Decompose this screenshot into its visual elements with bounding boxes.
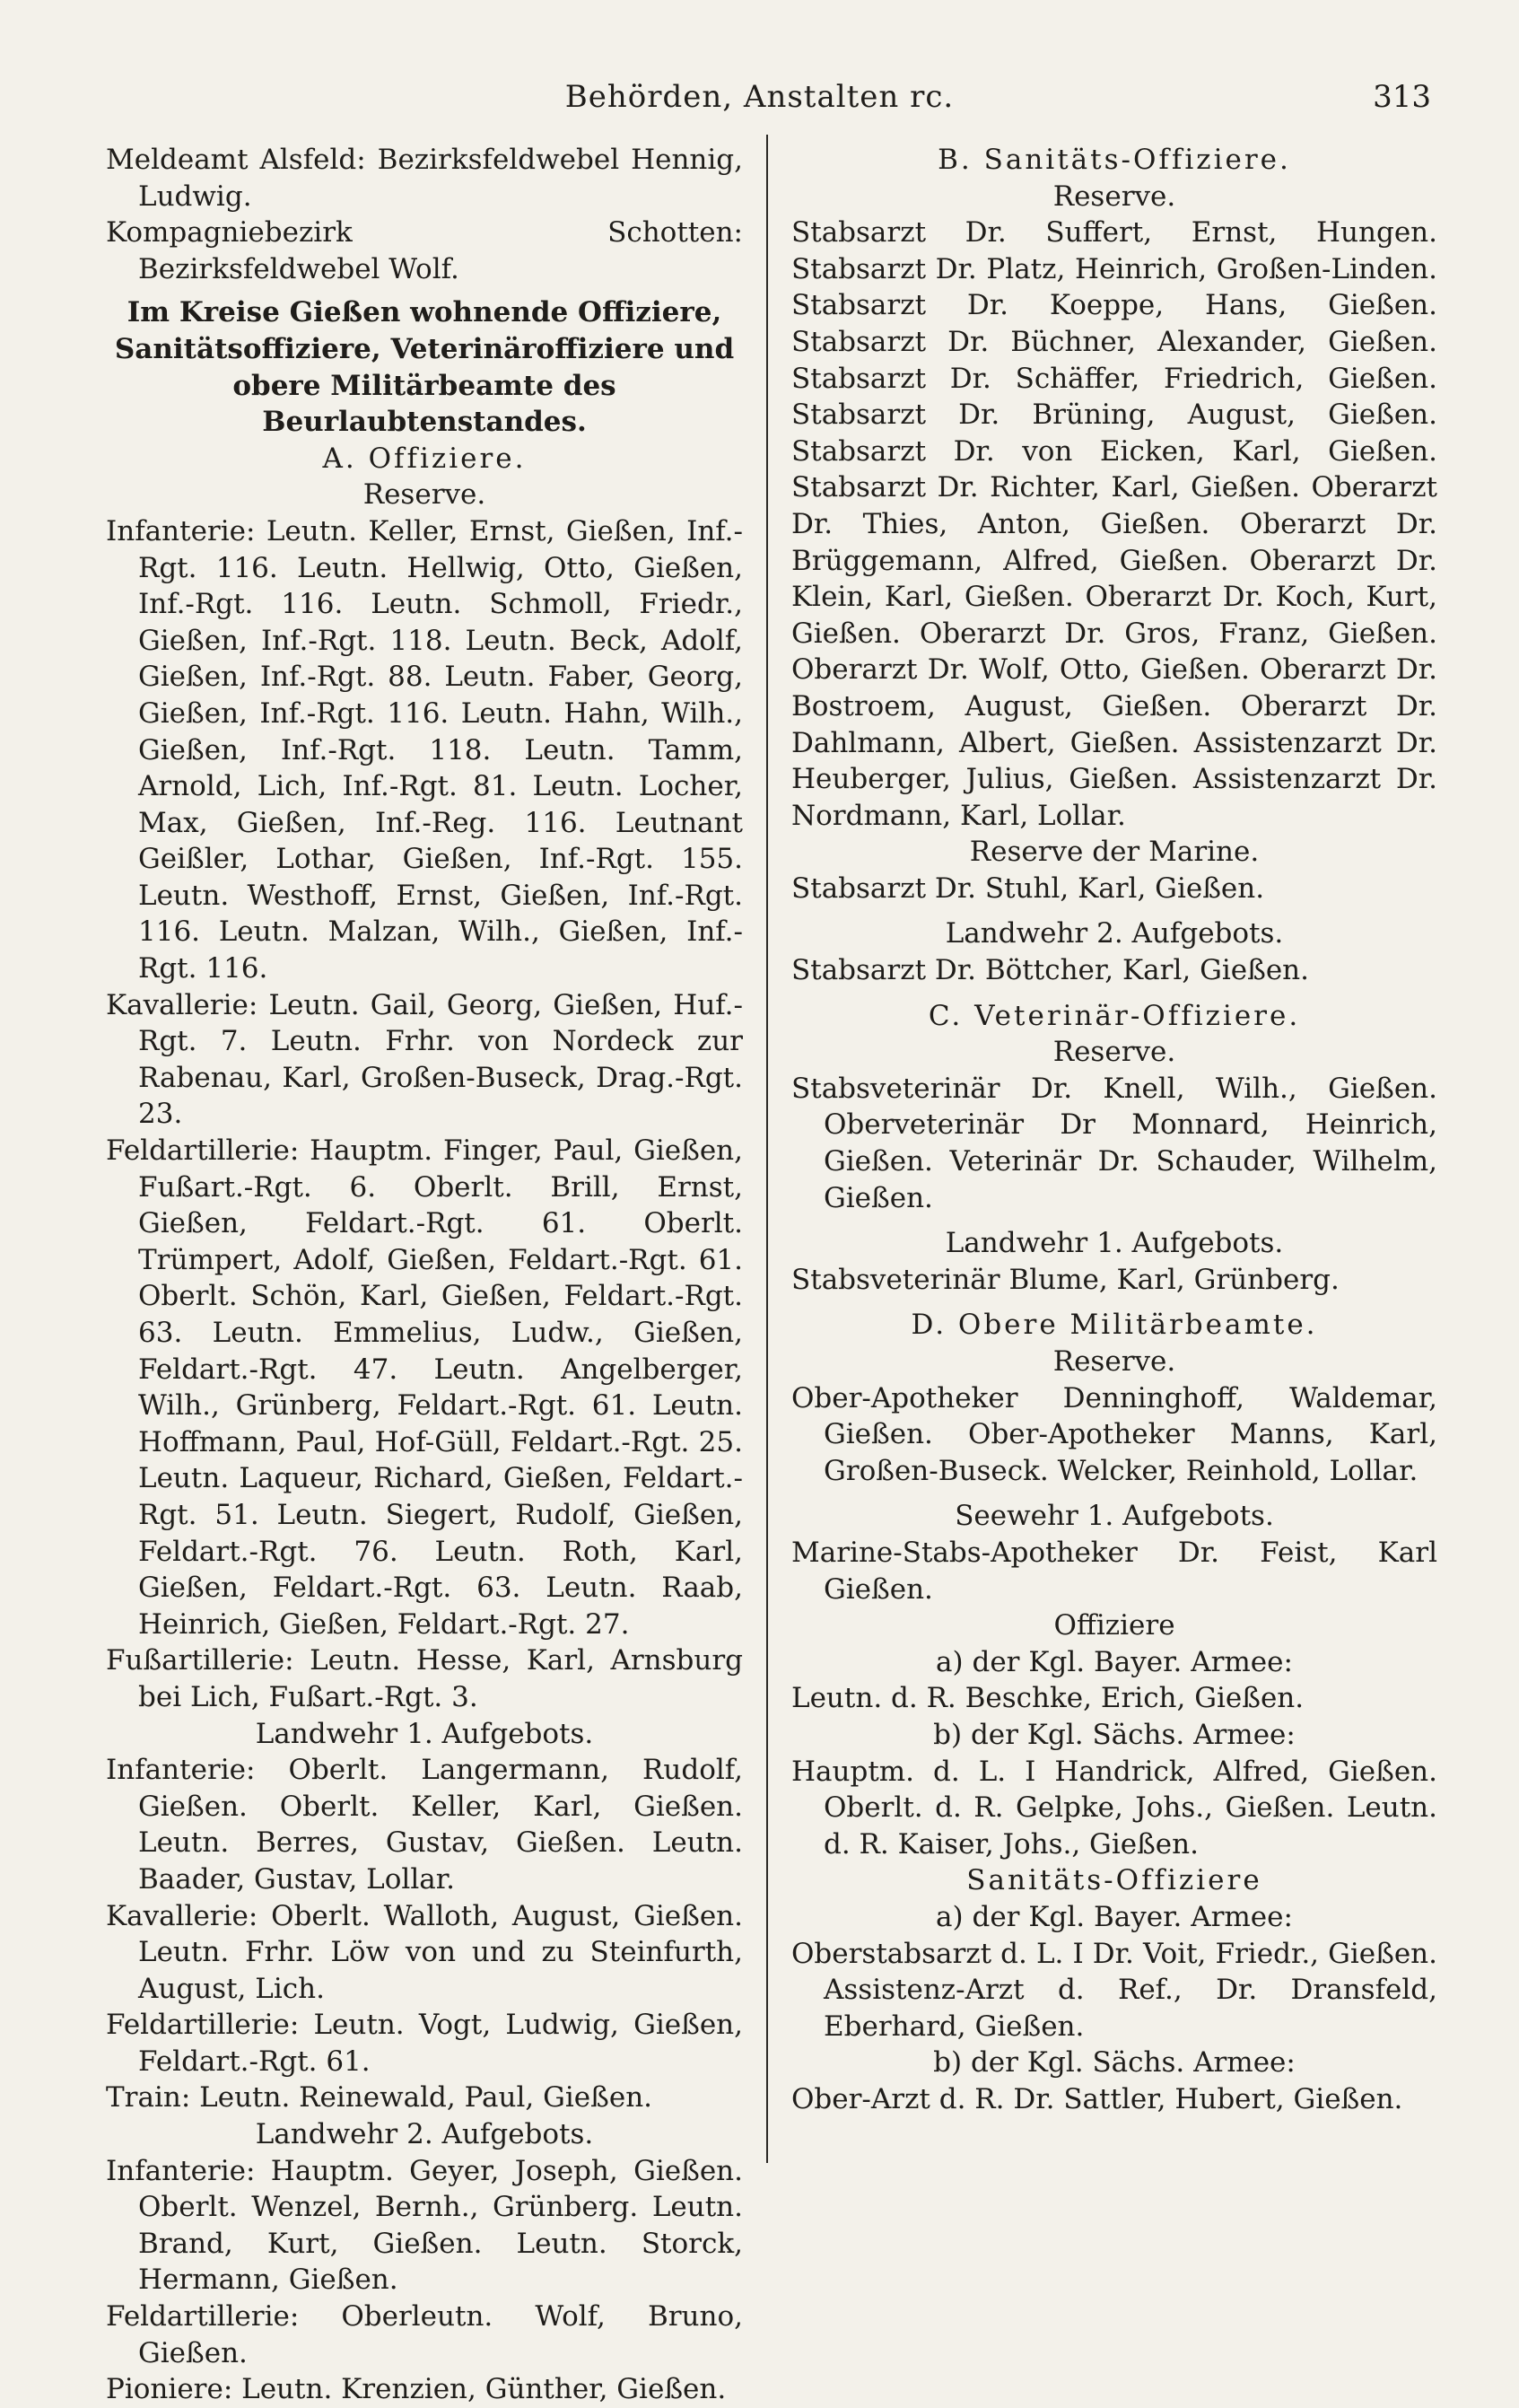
heading-reserve-marine: Reserve der Marine. <box>969 836 1260 869</box>
running-header <box>0 79 1519 122</box>
kavallerie-landwehr-1: Kavallerie: Oberlt. Walloth, August, Gießen. Leutn. Frhr. Löw von und zu Steinfurth, August, Lich. <box>106 1899 743 2005</box>
bayer-sanitaet-list: Oberstabsarzt d. L. I Dr. Voit, Friedr., Gießen. Assistenz-Arzt d. Ref., Dr. Dransfeld, Eberhard, Gießen. <box>791 1937 1437 2043</box>
infanterie-reserve: Infanterie: Leutn. Keller, Ernst, Gießen, Inf.-Rgt. 116. Leutn. Hellwig, Otto, Gießen, Inf.-Rgt. 116. Leutn. Schmoll, Friedr., Gießen, Inf.-Rgt. 118. Leutn. Beck, Adolf, Gießen, Inf.-Rgt. 88. Leutn. Faber, Georg, Gießen, Inf.-Rgt. 116. Leutn. Hahn, Wilh., Gießen, Inf.-Rgt. 118. Leutn. Tamm, Arnold, Lich, Inf.-Rgt. 81. Leutn. Locher, Max, Gießen, Inf.-Reg. 116. Leutnant Geißler, Lothar, Gießen, Inf.-Rgt. 155. Leutn. Westhoff, Ernst, Gießen, Inf.-Rgt. 116. Leutn. Malzan, Wilh., Gießen, Inf.-Rgt. 116. <box>106 514 743 985</box>
veterinaer-landwehr-1-list: Stabsveterinär Blume, Karl, Grünberg. <box>791 1263 1340 1296</box>
heading-veterinaer-offiziere: C. Veterinär-Offiziere. <box>928 999 1301 1032</box>
heading-offiziere: A. Offiziere. <box>322 442 527 475</box>
infanterie-landwehr-2: Infanterie: Hauptm. Geyer, Joseph, Gießen. Oberlt. Wenzel, Bernh., Grünberg. Leutn. Brand, Kurt, Gießen. Leutn. Storck, Hermann, Gießen. <box>106 2154 743 2297</box>
heading-bayer-armee-offiziere: a) der Kgl. Bayer. Armee: <box>936 1645 1293 1678</box>
meldeamt-entry: Meldeamt Alsfeld: Bezirksfeldwebel Hennig, Ludwig. <box>106 144 743 213</box>
pioniere-landwehr-2: Pioniere: Leutn. Krenzien, Günther, Gießen. <box>106 2373 727 2406</box>
heading-seewehr-1: Seewehr 1. Aufgebots. <box>955 1500 1274 1533</box>
page-number: 313 <box>1373 79 1431 115</box>
seewehr-list: Marine-Stabs-Apotheker Dr. Feist, Karl Gießen. <box>791 1536 1437 1606</box>
infanterie-landwehr-1: Infanterie: Oberlt. Langermann, Rudolf, Gießen. Oberlt. Keller, Karl, Gießen. Leutn. Berres, Gustav, Gießen. Leutn. Baader, Gustav, Lollar. <box>106 1754 743 1896</box>
veterinaer-reserve-list: Stabsveterinär Dr. Knell, Wilh., Gießen. Oberveterinär Dr Monnard, Heinrich, Gießen. Veterinär Dr. Schauder, Wilhelm, Gießen. <box>791 1072 1437 1214</box>
heading-landwehr-2-sanitaet: Landwehr 2. Aufgebots. <box>945 917 1284 950</box>
heading-sanitaets-offiziere-other: Sanitäts-Offiziere <box>966 1864 1262 1897</box>
heading-reserve-beamte: Reserve. <box>1052 1345 1176 1378</box>
kompagniebezirk-entry: Kompagniebezirk Schotten: Bezirksfeldwebel Wolf. <box>106 216 743 285</box>
heading-bayer-armee-sanitaet: a) der Kgl. Bayer. Armee: <box>936 1900 1293 1933</box>
bayer-offiziere-list: Leutn. d. R. Beschke, Erich, Gießen. <box>791 1682 1305 1715</box>
beamte-reserve-list: Ober-Apotheker Denninghoff, Waldemar, Gießen. Ober-Apotheker Manns, Karl, Großen-Buseck. Welcker, Reinhold, Lollar. <box>791 1381 1437 1487</box>
left-column <box>106 142 743 2408</box>
right-column <box>791 142 1437 2117</box>
heading-offiziere-other: Offiziere <box>1053 1609 1175 1642</box>
heading-reserve-sanitaet: Reserve. <box>1052 180 1176 213</box>
saechs-offiziere-list: Hauptm. d. L. I Handrick, Alfred, Gießen. Oberlt. d. R. Gelpke, Johs., Gießen. Leutn. d. R. Kaiser, Johs., Gießen. <box>791 1755 1437 1861</box>
heading-reserve-veterinaer: Reserve. <box>1052 1036 1176 1069</box>
heading-saechs-armee-offiziere: b) der Kgl. Sächs. Armee: <box>933 1718 1296 1751</box>
saechs-sanitaet-list: Ober-Arzt d. R. Dr. Sattler, Hubert, Gießen. <box>791 2082 1403 2115</box>
train-landwehr-1: Train: Leutn. Reinewald, Paul, Gießen. <box>106 2081 653 2115</box>
feldartillerie-reserve: Feldartillerie: Hauptm. Finger, Paul, Gießen, Fußart.-Rgt. 6. Oberlt. Brill, Ernst, Gießen, Feldart.-Rgt. 61. Oberlt. Trümpert, Adolf, Gießen, Feldart.-Rgt. 61. Oberlt. Schön, Karl, Gießen, Feldart.-Rgt. 63. Leutn. Emmelius, Ludw., Gießen, Feldart.-Rgt. 47. Leutn. Angelberger, Wilh., Grünberg, Feldart.-Rgt. 61. Leutn. Hoffmann, Paul, Hof-Güll, Feldart.-Rgt. 25. Leutn. Laqueur, Richard, Gießen, Feldart.-Rgt. 51. Leutn. Siegert, Rudolf, Gießen, Feldart.-Rgt. 76. Leutn. Roth, Karl, Gießen, Feldart.-Rgt. 63. Leutn. Raab, Heinrich, Gießen, Feldart.-Rgt. 27. <box>106 1134 743 1641</box>
heading-landwehr-1: Landwehr 1. Aufgebots. <box>255 1717 594 1750</box>
column-divider <box>766 135 768 2163</box>
heading-sanitaets-offiziere: B. Sanitäts-Offiziere. <box>938 144 1291 176</box>
section-title: Im Kreise Gießen wohnende Offiziere, Sanitätsoffiziere, Veterinäroffiziere und obere Militärbeamte des Beurlaubtenstandes. <box>114 296 735 439</box>
feldartillerie-landwehr-1: Feldartillerie: Leutn. Vogt, Ludwig, Gießen, Feldart.-Rgt. 61. <box>106 2009 743 2078</box>
heading-obere-militaerbeamte: D. Obere Militärbeamte. <box>911 1309 1318 1342</box>
fussartillerie-reserve: Fußartillerie: Leutn. Hesse, Karl, Arnsburg bei Lich, Fußart.-Rgt. 3. <box>106 1644 743 1713</box>
marine-list: Stabsarzt Dr. Stuhl, Karl, Gießen. <box>791 871 1265 905</box>
heading-landwehr-2: Landwehr 2. Aufgebots. <box>255 2118 594 2151</box>
heading-landwehr-1-veterinaer: Landwehr 1. Aufgebots. <box>945 1227 1284 1260</box>
sanitaet-landwehr-2-list: Stabsarzt Dr. Böttcher, Karl, Gießen. <box>791 954 1309 987</box>
feldartillerie-landwehr-2: Feldartillerie: Oberleutn. Wolf, Bruno, Gießen. <box>106 2300 743 2369</box>
heading-saechs-armee-sanitaet: b) der Kgl. Sächs. Armee: <box>933 2046 1296 2080</box>
kavallerie-reserve: Kavallerie: Leutn. Gail, Georg, Gießen, Huf.-Rgt. 7. Leutn. Frhr. von Nordeck zur Rabenau, Karl, Großen-Buseck, Drag.-Rgt. 23. <box>106 988 743 1131</box>
sanitaet-reserve-list: Stabsarzt Dr. Suffert, Ernst, Hungen. Stabsarzt Dr. Platz, Heinrich, Großen-Linden. Stabsarzt Dr. Koeppe, Hans, Gießen. Stabsarzt Dr. Büchner, Alexander, Gießen. Stabsarzt Dr. Schäffer, Friedrich, Gießen. Stabsarzt Dr. Brüning, August, Gießen. Stabsarzt Dr. von Eicken, Karl, Gießen. Stabsarzt Dr. Richter, Karl, Gießen. Oberarzt Dr. Thies, Anton, Gießen. Oberarzt Dr. Brüggemann, Alfred, Gießen. Oberarzt Dr. Klein, Karl, Gießen. Oberarzt Dr. Koch, Kurt, Gießen. Oberarzt Dr. Gros, Franz, Gießen. Oberarzt Dr. Wolf, Otto, Gießen. Oberarzt Dr. Bostroem, August, Gießen. Oberarzt Dr. Dahlmann, Albert, Gießen. Assistenzarzt Dr. Heuberger, Julius, Gießen. Assistenzarzt Dr. Nordmann, Karl, Lollar. <box>791 216 1437 832</box>
running-title: Behörden, Anstalten rc. <box>564 79 955 115</box>
heading-reserve: Reserve. <box>362 478 486 512</box>
